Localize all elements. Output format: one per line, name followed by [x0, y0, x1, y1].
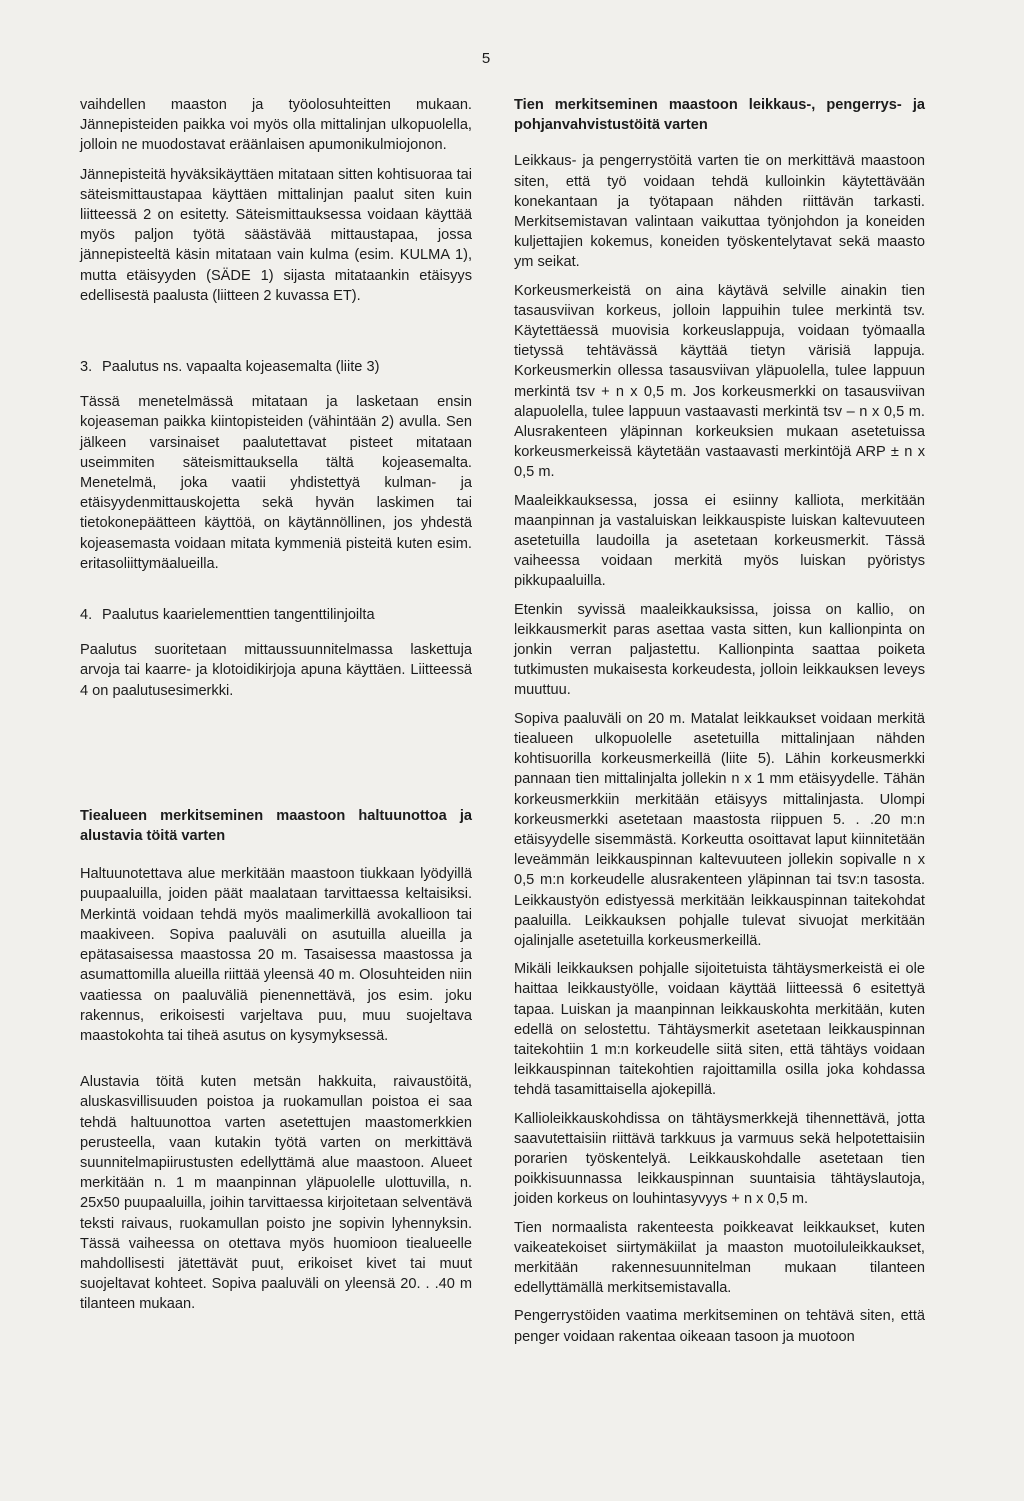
- right-column: [514, 95, 925, 1355]
- paragraph: Maaleikkauksessa, jossa ei esiinny kalliota, merkitään maanpinnan ja vastaluiskan leikkauspiste luiskan kaltevuuteen asetetuilla laudoilla ja asetetaan korkeusmerkit. Tässä vaiheessa voidaan merkitä myös luiskan pyöristys pikkupaaluilla.: [514, 492, 925, 590]
- paragraph: Paalutus suoritetaan mittaussuunnitelmassa laskettuja arvoja tai kaarre- ja klotoidikirjoja apuna käyttäen. Liitteessä 4 on paalutusesimerkki.: [80, 642, 472, 699]
- left-column: [80, 95, 472, 1323]
- section-4-heading: [80, 605, 472, 625]
- paragraph: Leikkaus- ja pengerrystöitä varten tie on merkittävä maastoon siten, että työ voidaan tehdä kulloinkin käytettävään konekantaan ja työtapaan nähden riittävän tarkasti. Merkitsemistavan valintaan vaikuttaa työnjohdon ja koneiden kuljettajien kokemus, koneiden työskentelytavat sekä maasto ym seikat.: [514, 153, 925, 271]
- paragraph: Tien normaalista rakenteesta poikkeavat leikkaukset, kuten vaikeatekoiset siirtymäkiilat ja maaston muotoiluleikkaukset, merkitään rakennesuunnitelman mukaan tilanteen edellyttämällä merkitsemistavalla.: [514, 1219, 925, 1297]
- paragraph: Etenkin syvissä maaleikkauksissa, joissa on kallio, on leikkausmerkit paras asettaa vasta sitten, kun kallionpinta on jonkin verran paljastettu. Kallionpinta saattaa poiketa tutkimusten mukaisesta korkeudesta, jolloin leikkauksen leveys muuttuu.: [514, 601, 925, 699]
- paragraph: Pengerrystöiden vaatima merkitseminen on tehtävä siten, että penger voidaan rakentaa oikeaan tasoon ja muotoon: [514, 1308, 925, 1345]
- page-number: 5: [481, 50, 491, 67]
- paragraph: Korkeusmerkeistä on aina käytävä selville ainakin tien tasausviivan korkeus, jolloin lappuihin tulee merkintä tsv. Käytettäessä muovisia korkeuslappuja, voidaan työmaalla tietyssä tehtävässä käyttää tietyn värisiä lappuja. Korkeusmerkin ollessa tasausviivan yläpuolella, tulee lappuun merkintä tsv + n x 0,5 m. Jos korkeusmerkki on tasausviivan alapuolella, tulee lappuun vastaavasti merkintä tsv – n x 0,5 m. Alusrakenteen yläpinnan korkeuksien mukaan asetetuissa korkeusmerkeissä käytetään vastaavasti merkintöjä ARP ± n x 0,5 m.: [514, 282, 925, 481]
- section-number: 3.: [80, 359, 93, 376]
- section-title: Paalutus ns. vapaalta kojeasemalta (liite 3): [102, 359, 380, 376]
- paragraph: Mikäli leikkauksen pohjalle sijoitetuista tähtäysmerkeistä ei ole haittaa leikkaustyölle, voidaan käyttää liitteessä 6 esitettyä tapaa. Luiskan ja maanpinnan leikkauskohta merkitään, kuten edellä on selostettu. Tähtäysmerkit asetetaan leikkauspinnan taitekohtiin 1 m:n korkeudelle siitä siten, että tähtäys voidaan leikkauspinnan taitekohtien rajoittamilla osilla joka kohdassa tehdä tasamittaisella ajokepillä.: [514, 961, 925, 1099]
- section-3-heading: [80, 357, 472, 377]
- paragraph: Jännepisteitä hyväksikäyttäen mitataan sitten kohtisuoraa tai säteismittaustapaa käyttäen mittalinjan paalut siten kuin liitteessä 2 on esitetty. Säteismittauksessa voidaan käyttää myös paljon työtä säästävää mittaustapaa, jossa jännepisteeltä käsin mitataan vain kulma (esim. KULMA 1), mutta etäisyyden (SÄDE 1) sijasta mitataankin etäisyys edellisestä paalusta (liitteen 2 kuvassa ET).: [80, 166, 472, 304]
- paragraph: vaihdellen maaston ja työolosuhteitten mukaan. Jännepisteiden paikka voi myös olla mittalinjan ulkopuolella, jolloin ne muodostavat eräänlaisen apumonikulmiojonon.: [80, 97, 472, 154]
- section-heading: Tien merkitseminen maastoon leikkaus-, pengerrys- ja pohjanvahvistustöitä varten: [514, 97, 925, 134]
- section-title: Paalutus kaarielementtien tangenttilinjoilta: [102, 607, 375, 624]
- paragraph: Haltuunotettava alue merkitään maastoon tiukkaan lyödyillä puupaaluilla, joiden päät maalataan tarvittaessa keltaisiksi. Merkintä voidaan tehdä myös maalimerkillä avokallioon tai maakiveen. Sopiva paaluväli on asutuilla alueilla ja epätasaisessa maastossa 20 m. Tasaisessa maastossa ja asumattomilla alueilla riittää yleensä 40 m. Olosuhteiden niin vaatiessa on paaluväliä pienennettävä, jos esim. joku rakennus, erikoisesti varjeltava puu, muu suojeltava maastokohta tai tiheä asutus on kysymyksessä.: [80, 866, 472, 1044]
- paragraph: Alustavia töitä kuten metsän hakkuita, raivaustöitä, aluskasvillisuuden poistoa ja ruokamullan poistoa ei saa tehdä haltuunottoa varten asetettujen maastomerkkien perusteella, vaan kutakin työtä varten on merkittävä suunnitelmapiirustusten edellyttämä alue maastoon. Alueet merkitään n. 1 m maanpinnan yläpuolelle ulottuvilla, n. 25x50 puupaaluilla, joihin tarvittaessa kirjoitetaan selventävä teksti raivaus, ruokamullan poisto jne sopivin lyhennyksin. Tässä vaiheessa on otettava myös huomioon tiealueelle mahdollisesti jätettävät puut, erikoiset kivet tai muut suojeltavat kohteet. Sopiva paaluväli on yleensä 20. . .40 m tilanteen mukaan.: [80, 1074, 472, 1313]
- section-heading: Tiealueen merkitseminen maastoon haltuunottoa ja alustavia töitä varten: [80, 807, 472, 845]
- section-number: 4.: [80, 607, 93, 624]
- paragraph: Sopiva paaluväli on 20 m. Matalat leikkaukset voidaan merkitä tiealueen ulkopuolelle asetetuilla mittalinjaan nähden kohtisuorilla korkeusmerkeillä (liite 5). Lähin korkeusmerkki pannaan tien mittalinjalta jollekin n x 1 mm etäisyydelle. Tähän korkeusmerkkiin merkitään etäisyys mittalinjasta. Ulompi korkeusmerkki asetetaan maastosta riippuen 5. . .20 m:n etäisyydelle sisemmästä. Korkeutta osoittavat laput kiinnitetään leveämmän leikkauspinnan kaltevuuteen jollekin sopivalle n x 0,5 m:n korkeudelle alusrakenteen yläpinnan tai tsv:n tasosta. Leikkaustyön edistyessä merkitään leikkauspinnan taitekohdat paaluilla. Leikkauksen pohjalle tulevat sivuojat merkitään ojalinjalle asetetuilla korkeusmerkeillä.: [514, 710, 925, 949]
- paragraph: Kallioleikkauskohdissa on tähtäysmerkkejä tihennettävä, jotta saavutettaisiin riittävä tarkkuus ja varmuus sekä helpotettaisiin porarien työskentelyä. Leikkauskohdalle asetetaan tien poikkisuunnassa leikkauspinnan suuntaisia tähtäyslautoja, joiden korkeus on louhintasyvyys + n x 0,5 m.: [514, 1110, 925, 1208]
- paragraph: Tässä menetelmässä mitataan ja lasketaan ensin kojeaseman paikka kiintopisteiden (vähintään 2) avulla. Sen jälkeen varsinaiset paalutettavat pisteet mitataan useimmiten säteismittauksella tältä kojeasemalta. Menetelmä, joka vaatii yhdistettyä kulman- ja etäisyydenmittauskojetta sekä hyvän laskimen tai tietokonepäätteen käyttöä, on käytännöllinen, jos yhdestä kojeasemasta voidaan mitata kymmeniä pisteitä kuten esim. eritasoliittymäalueilla.: [80, 394, 472, 572]
